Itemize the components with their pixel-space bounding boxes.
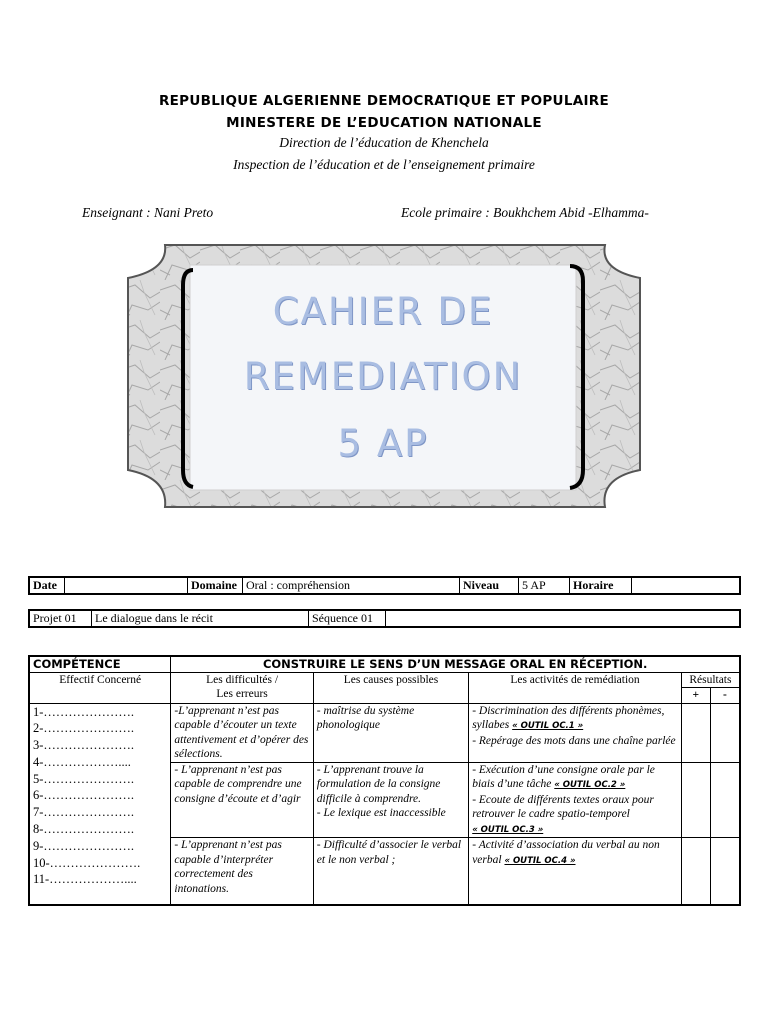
difficulte-1: -L’apprenant n’est pas capable d’écouter un texte attentivement et d’opérer des sélections.: [171, 703, 313, 762]
activite-3: - Activité d’association du verbal au non verbal « OUTIL OC.4 »: [469, 838, 682, 906]
difficulte-3: - L’apprenant n’est pas capable d’interpréter correctement des intonations.: [171, 838, 313, 906]
difficulte-2: - L’apprenant n’est pas capable de comprendre une consigne d’écoute et d’agir: [171, 762, 313, 838]
student-line: 11-………………....: [33, 872, 137, 887]
plus-header: +: [681, 688, 710, 704]
student-line: 8-………………….: [33, 822, 135, 837]
effectif-header: Effectif Concerné: [29, 672, 171, 703]
header-republic: REPUBLIQUE ALGERIENNE DEMOCRATIQUE ET POPULAIRE: [158, 93, 610, 109]
student-line: 1-………………….: [33, 704, 135, 719]
result-minus-2: [710, 762, 740, 838]
result-plus-1: [681, 703, 710, 762]
cause-2: - L’apprenant trouve la formulation de la consigne difficile à comprendre. - Le lexique est inaccessible: [313, 762, 468, 838]
header-ministry: MINESTERE DE L’EDUCATION NATIONALE: [226, 115, 542, 131]
info-table-row2: [28, 609, 741, 628]
result-minus-1: [710, 703, 740, 762]
result-plus-3: [681, 838, 710, 906]
competence-value: CONSTRUIRE LE SENS D’UN MESSAGE ORAL EN RÉCEPTION.: [171, 656, 740, 672]
result-plus-2: [681, 762, 710, 838]
date-value: [65, 577, 188, 594]
activite-1: - Discrimination des différents phonèmes, syllabes « OUTIL OC.1 » - Repérage des mots dans une chaîne parlée: [469, 703, 682, 762]
sequence-label: Séquence 01: [309, 610, 386, 627]
niveau-value: 5 AP: [519, 577, 570, 594]
resultats-header: Résultats: [681, 672, 740, 688]
outil-oc4: « OUTIL OC.4 »: [504, 855, 576, 866]
difficultes-header: Les difficultés / Les erreurs: [171, 672, 313, 703]
student-line: 4-………………....: [33, 754, 131, 769]
domaine-label: Domaine: [188, 577, 243, 594]
cause-1: - maîtrise du système phonologique: [313, 703, 468, 762]
school-name: Ecole primaire : Boukhchem Abid -Elhamma-: [401, 205, 649, 220]
student-line: 6-………………….: [33, 788, 135, 803]
horaire-label: Horaire: [570, 577, 632, 594]
students-list: [29, 703, 171, 905]
cause-3: - Difficulté d’associer le verbal et le non verbal ;: [313, 838, 468, 906]
outil-oc2: « OUTIL OC.2 »: [554, 780, 626, 790]
sequence-value: [386, 610, 741, 627]
teacher-name: Enseignant : Nani Preto: [82, 205, 214, 220]
header-inspection: Inspection de l’éducation et de l’enseignement primaire: [233, 157, 535, 172]
student-line: 2-………………….: [33, 721, 135, 736]
projet-title: Le dialogue dans le récit: [92, 610, 309, 627]
activites-header: Les activités de remédiation: [469, 672, 682, 703]
competence-label: COMPÉTENCE: [29, 656, 171, 672]
minus-header: -: [710, 688, 740, 704]
student-line: 9-………………….: [33, 838, 135, 853]
title-line-3: 5 AP: [337, 422, 429, 465]
title-line-2: REMEDIATION: [243, 355, 523, 398]
projet-label: Projet 01: [29, 610, 92, 627]
date-label: Date: [29, 577, 65, 594]
activite-2: - Exécution d’une consigne orale par le biais d’une tâche « OUTIL OC.2 » - Ecoute de différents textes oraux pour retrouver le cadre spatio-temporel « OUTIL OC.3 »: [469, 762, 682, 838]
outil-oc3: « OUTIL OC.3 »: [472, 824, 544, 835]
result-minus-3: [710, 838, 740, 906]
student-line: 3-………………….: [33, 738, 135, 753]
title-line-1: CAHIER DE: [272, 290, 494, 333]
student-line: 10-………………….: [33, 855, 141, 870]
info-table-row1: [28, 576, 741, 595]
outil-oc1: « OUTIL OC.1 »: [512, 721, 584, 731]
student-line: 7-………………….: [33, 805, 135, 820]
causes-header: Les causes possibles: [313, 672, 468, 703]
header-direction: Direction de l’éducation de Khenchela: [279, 135, 489, 150]
domaine-value: Oral : compréhension: [243, 577, 460, 594]
student-line: 5-………………….: [33, 771, 135, 786]
niveau-label: Niveau: [460, 577, 519, 594]
remediation-table: [28, 655, 741, 906]
horaire-value: [632, 577, 741, 594]
